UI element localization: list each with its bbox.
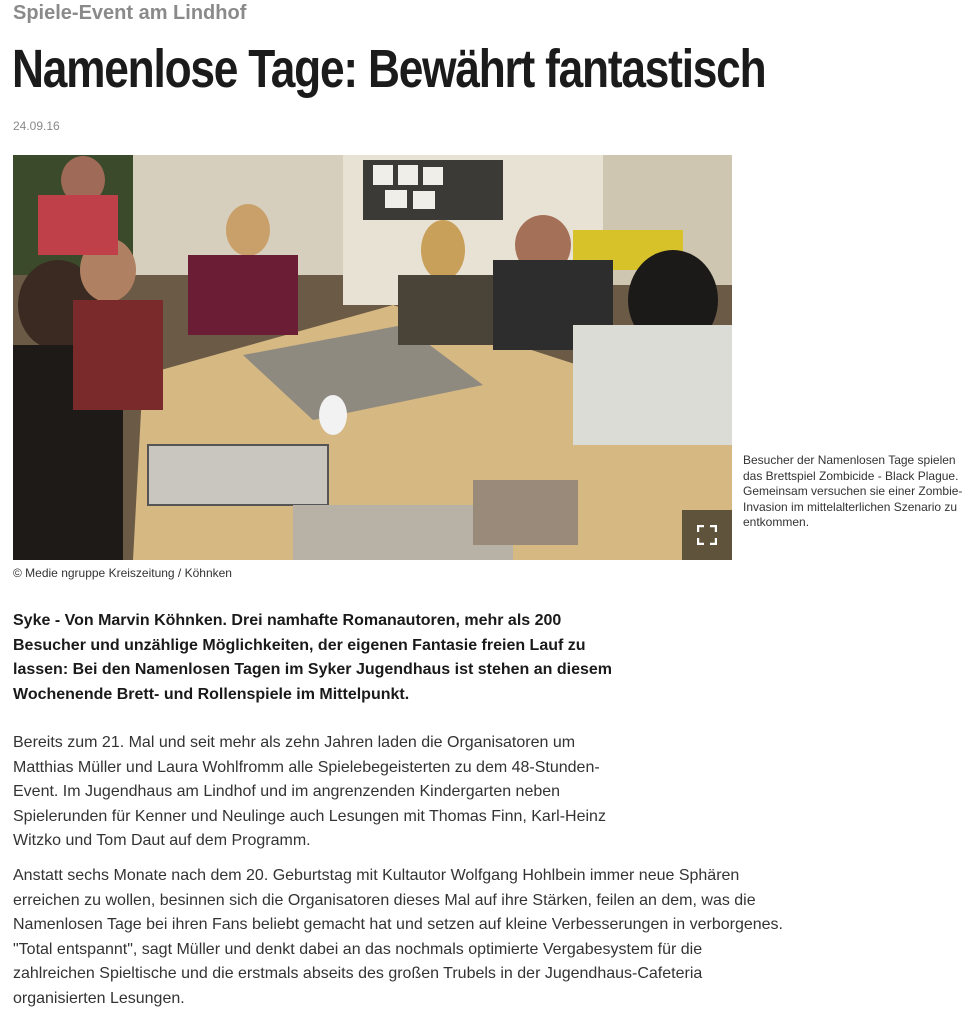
article-paragraph: Anstatt sechs Monate nach dem 20. Geburtstag mit Kultautor Wolfgang Hohlbein immer neue Sphären erreichen zu wollen, besinnen sich die Organisatoren dieses Mal auf ihre Stärken, feilen an dem, was die Namenlosen Tage bei ihren Fans beliebt gemacht hat und setzen auf kleine Verbesserungen in verborgenes. "Total entspannt", sagt Müller und denkt dabei an das nochmals optimierte Vergabesystem für die zahlreichen Spieltische und die erstmals abseits des großen Trubels in der Jugendhaus-Cafeteria organisierten Lesungen. (13, 867, 783, 1007)
article-headline: Namenlose Tage: Bewährt fantastisch (12, 39, 766, 99)
expand-icon (697, 525, 717, 545)
article-date: 24.09.16 (13, 119, 60, 133)
expand-image-button[interactable] (682, 510, 732, 560)
image-caption: Besucher der Namenlosen Tage spielen das Brettspiel Zombicide - Black Plague. Gemeinsam versuchen sie einer Zombie-Invasion im mittelalterlichen Szenario zu entkommen. (743, 453, 963, 529)
image-credit: © Medie ngruppe Kreiszeitung / Köhnken (13, 566, 232, 580)
article-lead: Syke - Von Marvin Köhnken. Drei namhafte Romanautoren, mehr als 200 Besucher und unzählige Möglichkeiten, der eigenen Fantasie freien Lauf zu lassen: Bei den Namenlosen Tagen im Syker Jugendhaus ist stehen an diesem Wochenende Brett- und Rollenspiele im Mittelpunkt. (13, 612, 613, 703)
article-kicker: Spiele-Event am Lindhof (13, 2, 247, 24)
article-photo[interactable] (13, 155, 732, 560)
article-paragraph: Bereits zum 21. Mal und seit mehr als zehn Jahren laden die Organisatoren um Matthias Müller und Laura Wohlfromm alle Spielebegeisterten zu dem 48-Stunden-Event. Im Jugendhaus am Lindhof und im angrenzenden Kindergarten neben Spielerunden für Kenner und Neulinge auch Lesungen mit Thomas Finn, Karl-Heinz Witzko und Tom Daut auf dem Programm. (13, 734, 606, 849)
photo-illustration (13, 155, 732, 560)
